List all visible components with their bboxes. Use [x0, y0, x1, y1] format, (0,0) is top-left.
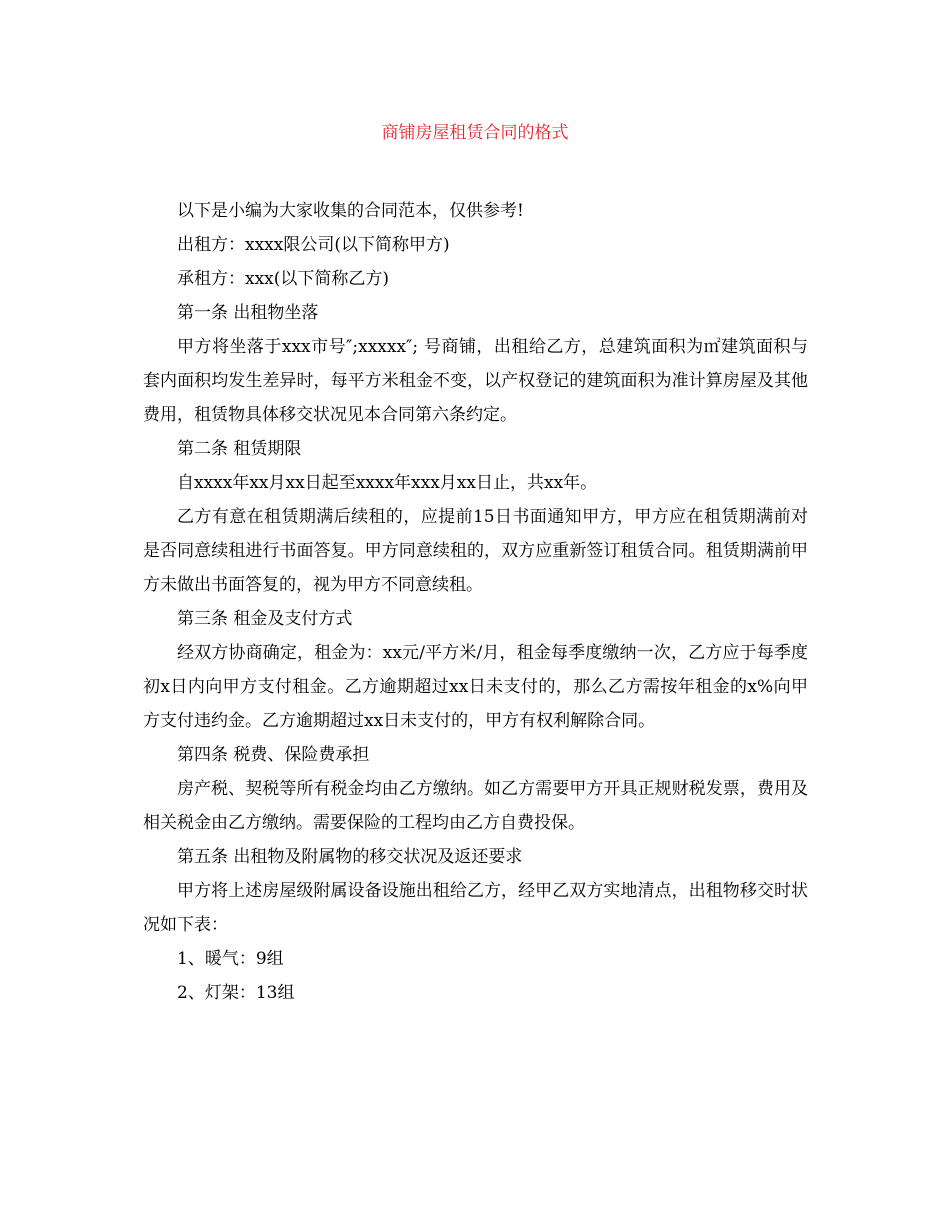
document-body: [143, 194, 808, 1010]
lessor-line: 出租方：xxxx限公司(以下简称甲方): [177, 235, 450, 255]
article-4-text: 房产税、契税等所有税金均由乙方缴纳。如乙方需要甲方开具正规财税发票，费用及相关税金由乙方缴纳。需要保险的工程均由乙方自费投保。: [143, 779, 808, 833]
list-item-light-frames: 2、灯架：13组: [177, 983, 295, 1003]
article-5-text: 甲方将上述房屋级附属设备设施出租给乙方，经甲乙双方实地清点，出租物移交时状况如下表：: [143, 881, 808, 935]
document-title: 商铺房屋租赁合同的格式: [381, 123, 569, 143]
article-1-heading: 第一条 出租物坐落: [177, 303, 319, 323]
article-2-text-1: 自xxxx年xx月xx日起至xxxx年xxx月xx日止，共xx年。: [177, 473, 598, 493]
article-1-text: 甲方将坐落于xxx市号″;xxxxx″; 号商铺，出租给乙方，总建筑面积为㎡建筑面积与套内面积均发生差异时，每平方米租金不变，以产权登记的建筑面积为准计算房屋及其他费用，租赁物具体移交状况见本合同第六条约定。: [143, 337, 808, 425]
list-item-heating: 1、暖气：9组: [177, 949, 284, 969]
article-5-heading: 第五条 出租物及附属物的移交状况及返还要求: [177, 847, 523, 867]
article-3-text: 经双方协商确定，租金为：xx元/平方米/月，租金每季度缴纳一次，乙方应于每季度初x日内向甲方支付租金。乙方逾期超过xx日未支付的，那么乙方需按年租金的x%向甲方支付违约金。乙方逾期超过xx日未支付的，甲方有权利解除合同。: [143, 643, 808, 731]
article-3-heading: 第三条 租金及支付方式: [177, 609, 353, 629]
article-4-heading: 第四条 税费、保险费承担: [177, 745, 370, 765]
lessee-line: 承租方：xxx(以下简称乙方): [177, 269, 390, 289]
article-2-text-2: 乙方有意在租赁期满后续租的，应提前15日书面通知甲方，甲方应在租赁期满前对是否同意续租进行书面答复。甲方同意续租的，双方应重新签订租赁合同。租赁期满前甲方未做出书面答复的，视为甲方不同意续租。: [143, 507, 808, 595]
article-2-heading: 第二条 租赁期限: [177, 439, 302, 459]
intro-paragraph: 以下是小编为大家收集的合同范本，仅供参考!: [177, 201, 524, 221]
